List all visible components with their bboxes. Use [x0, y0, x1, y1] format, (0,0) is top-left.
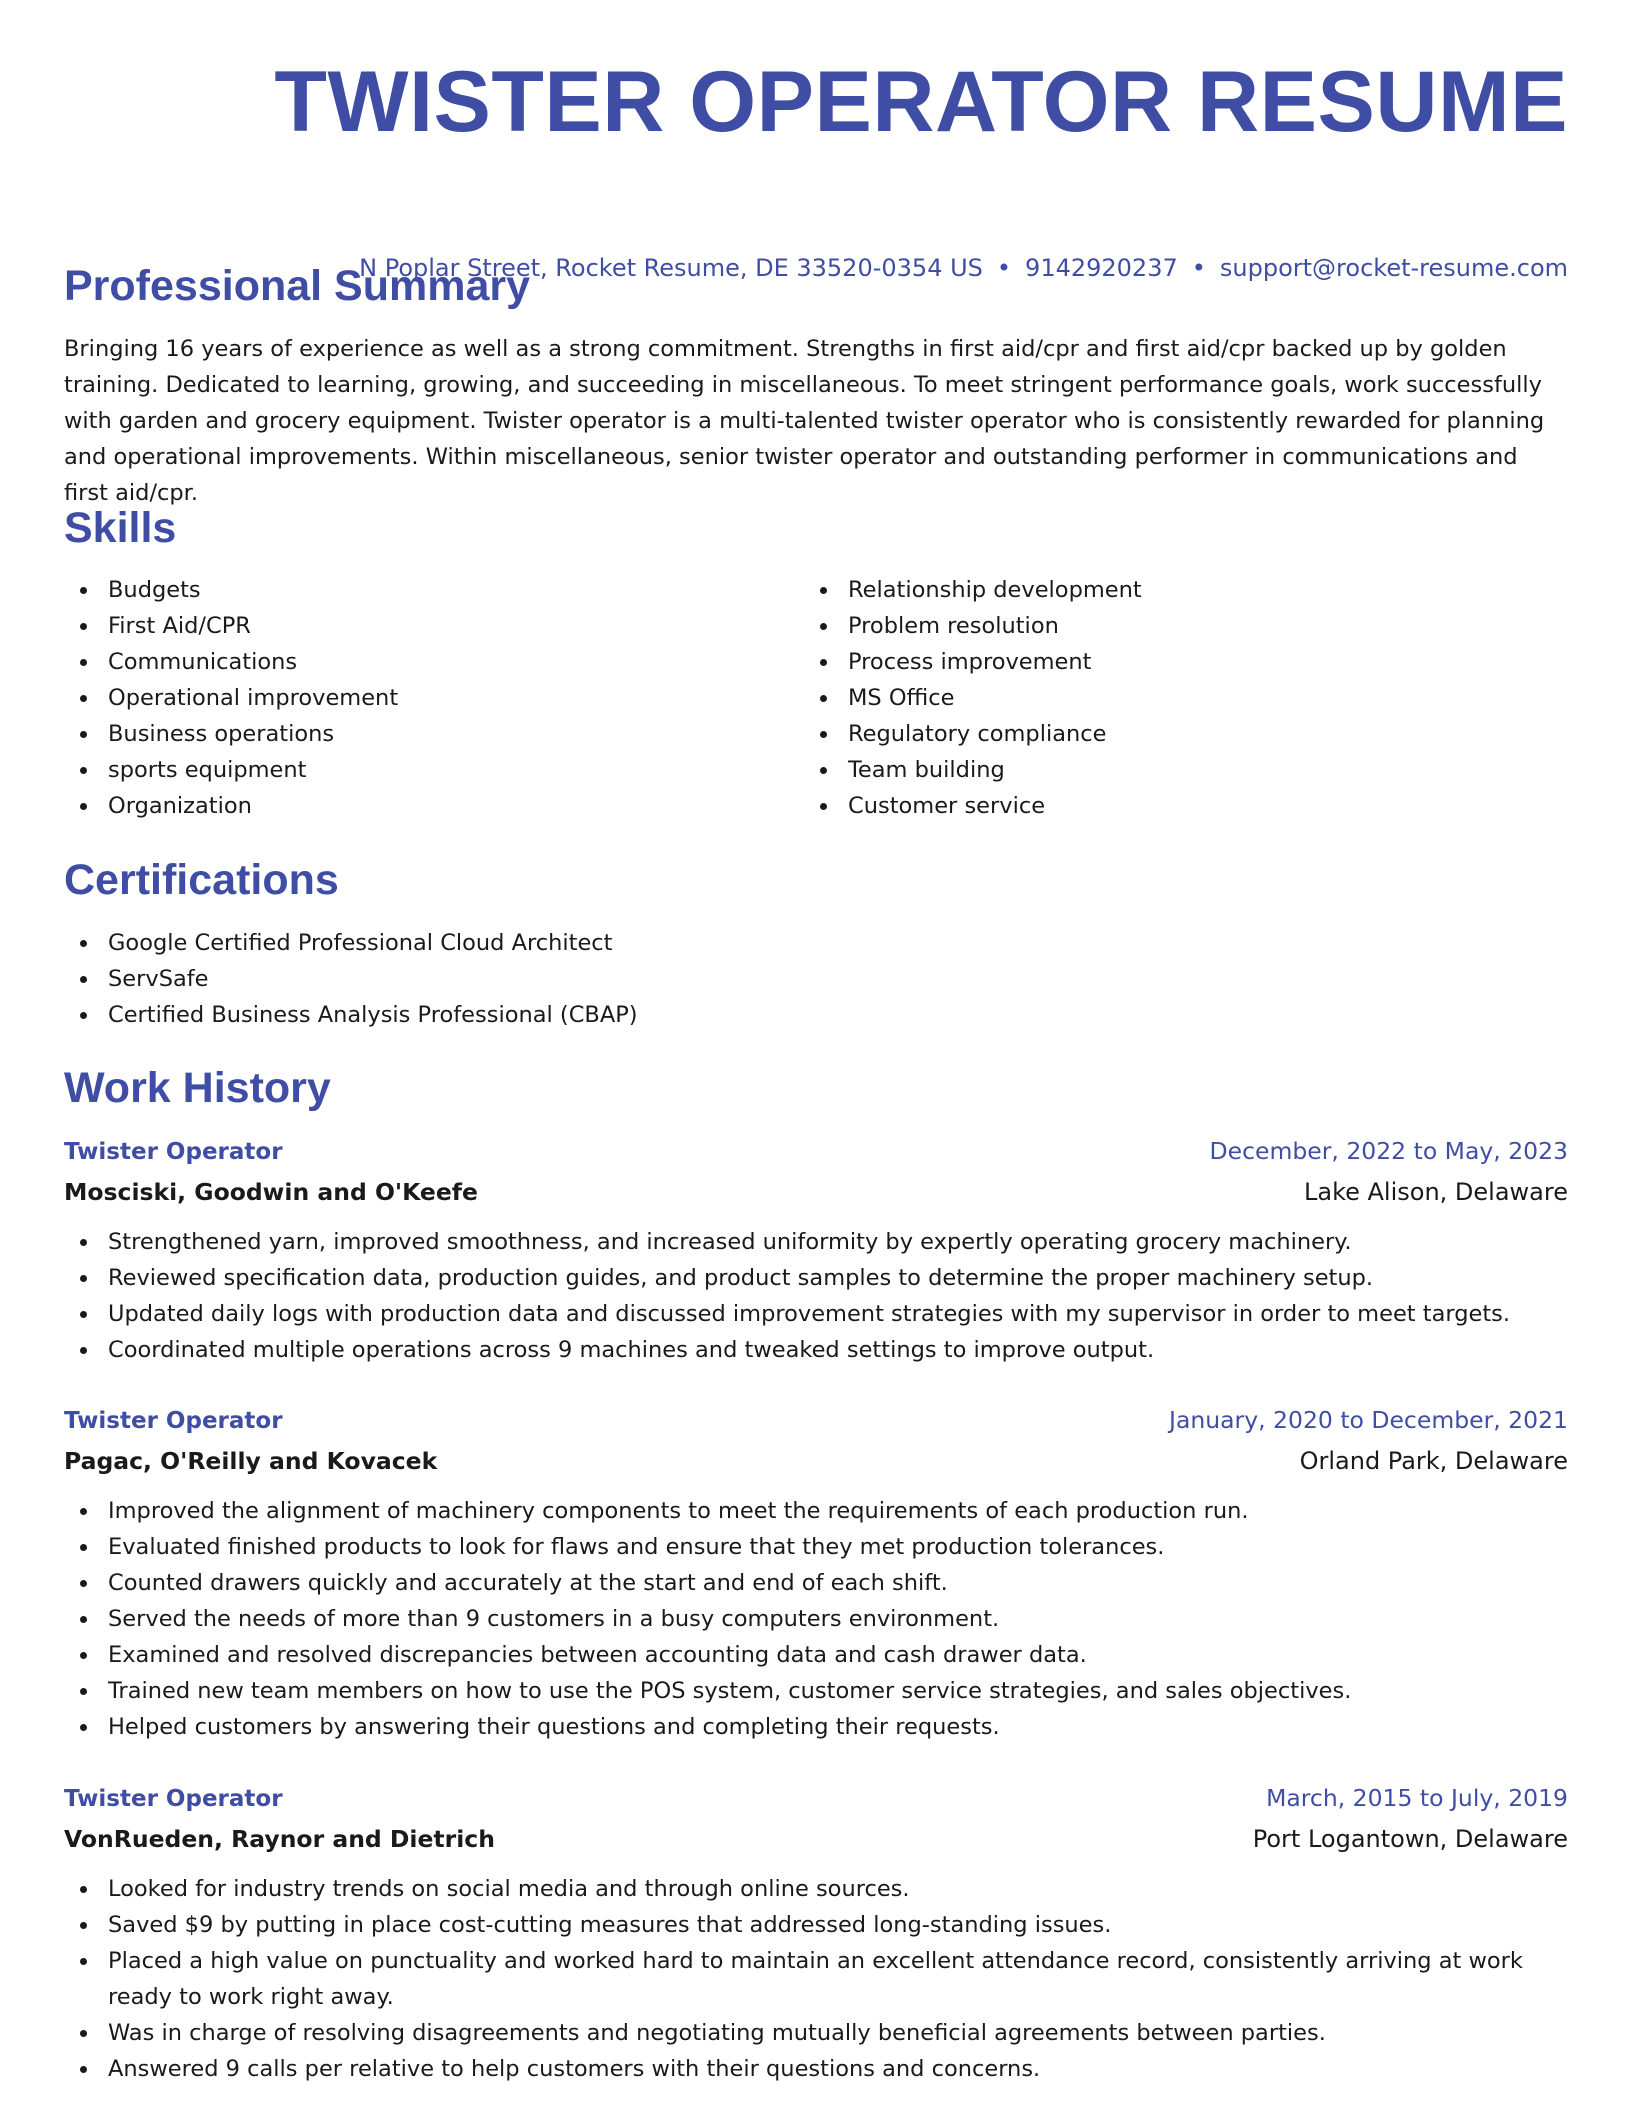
list-item: Improved the alignment of machinery components to meet the requirements of each production run. [64, 1493, 1568, 1529]
job-dates: January, 2020 to December, 2021 [1169, 1406, 1568, 1434]
list-item: Reviewed specification data, production guides, and product samples to determine the proper machinery setup. [64, 1260, 1568, 1296]
work-history-heading: Work History [64, 1064, 331, 1112]
list-item: Certified Business Analysis Professional (CBAP) [64, 997, 1568, 1033]
job-entry [64, 1400, 1568, 1745]
list-item: Google Certified Professional Cloud Architect [64, 925, 1568, 961]
job-entry [64, 1778, 1568, 2087]
skills-list-left [64, 572, 804, 824]
list-item: Counted drawers quickly and accurately at the start and end of each shift. [64, 1565, 1568, 1601]
list-item: MS Office [804, 680, 1544, 716]
job-location: Orland Park, Delaware [1299, 1447, 1568, 1475]
list-item: Saved $9 by putting in place cost-cutting measures that addressed long-standing issues. [64, 1907, 1568, 1943]
job-company: Pagac, O'Reilly and Kovacek [64, 1447, 438, 1475]
list-item: Answered 9 calls per relative to help customers with their questions and concerns. [64, 2051, 1568, 2087]
list-item: Relationship development [804, 572, 1544, 608]
list-item: Served the needs of more than 9 customers in a busy computers environment. [64, 1601, 1568, 1637]
job-title: Twister Operator [64, 1408, 283, 1434]
job-bullets [64, 1493, 1568, 1745]
list-item: Team building [804, 752, 1544, 788]
list-item: Was in charge of resolving disagreements and negotiating mutually beneficial agreements between parties. [64, 2015, 1568, 2051]
separator: • [1191, 254, 1206, 282]
list-item: Operational improvement [64, 680, 804, 716]
summary-heading: Professional Summary [64, 262, 531, 310]
list-item: Budgets [64, 572, 804, 608]
job-location: Port Logantown, Delaware [1252, 1825, 1568, 1853]
list-item: Looked for industry trends on social media and through online sources. [64, 1871, 1568, 1907]
list-item: First Aid/CPR [64, 608, 804, 644]
job-location: Lake Alison, Delaware [1304, 1178, 1568, 1206]
certifications-heading: Certifications [64, 856, 339, 904]
resume-title: TWISTER OPERATOR RESUME [274, 54, 1568, 150]
list-item: Evaluated finished products to look for flaws and ensure that they met production tolerances. [64, 1529, 1568, 1565]
job-company: VonRueden, Raynor and Dietrich [64, 1825, 495, 1853]
list-item: ServSafe [64, 961, 1568, 997]
list-item: Coordinated multiple operations across 9 machines and tweaked settings to improve output. [64, 1332, 1568, 1368]
list-item: Trained new team members on how to use the POS system, customer service strategies, and sales objectives. [64, 1673, 1568, 1709]
job-bullets [64, 1871, 1568, 2087]
list-item: Customer service [804, 788, 1544, 824]
separator: • [996, 254, 1012, 282]
job-title: Twister Operator [64, 1139, 283, 1165]
skills-columns [64, 572, 1568, 824]
certifications-list [64, 925, 1568, 1033]
job-entry [64, 1131, 1568, 1368]
list-item: Regulatory compliance [804, 716, 1544, 752]
list-item: Process improvement [804, 644, 1544, 680]
job-dates: March, 2015 to July, 2019 [1266, 1784, 1568, 1812]
skills-list-right [804, 572, 1544, 824]
job-bullets [64, 1224, 1568, 1368]
job-dates: December, 2022 to May, 2023 [1209, 1137, 1568, 1165]
list-item: Problem resolution [804, 608, 1544, 644]
list-item: Organization [64, 788, 804, 824]
list-item: Strengthened yarn, improved smoothness, and increased uniformity by expertly operating grocery machinery. [64, 1224, 1568, 1260]
list-item: Examined and resolved discrepancies between accounting data and cash drawer data. [64, 1637, 1568, 1673]
list-item: Business operations [64, 716, 804, 752]
email-link[interactable]: support@rocket-resume.com [1219, 254, 1568, 282]
list-item: Placed a high value on punctuality and worked hard to maintain an excellent attendance record, consistently arriving at work ready to work right away. [64, 1943, 1568, 2015]
address: N Poplar Street, Rocket Resume, DE 33520-0354 US [359, 254, 983, 282]
list-item: Updated daily logs with production data and discussed improvement strategies with my supervisor in order to meet targets. [64, 1296, 1568, 1332]
job-company: Mosciski, Goodwin and O'Keefe [64, 1178, 478, 1206]
list-item: Communications [64, 644, 804, 680]
phone: 9142920237 [1025, 254, 1178, 282]
list-item: sports equipment [64, 752, 804, 788]
job-title: Twister Operator [64, 1786, 283, 1812]
skills-heading: Skills [64, 504, 177, 552]
list-item: Helped customers by answering their questions and completing their requests. [64, 1709, 1568, 1745]
summary-text: Bringing 16 years of experience as well as a strong commitment. Strengths in first aid/cpr and first aid/cpr backed up by golden training. Dedicated to learning, growing, and succeeding in miscellaneous. To meet stringent performance goals, work successfully with garden and grocery equipment. Twister operator is a multi-talented twister operator who is consistently rewarded for planning and operational improvements. Within miscellaneous, senior twister operator and outstanding performer in communications and first aid/cpr. [64, 336, 1545, 506]
